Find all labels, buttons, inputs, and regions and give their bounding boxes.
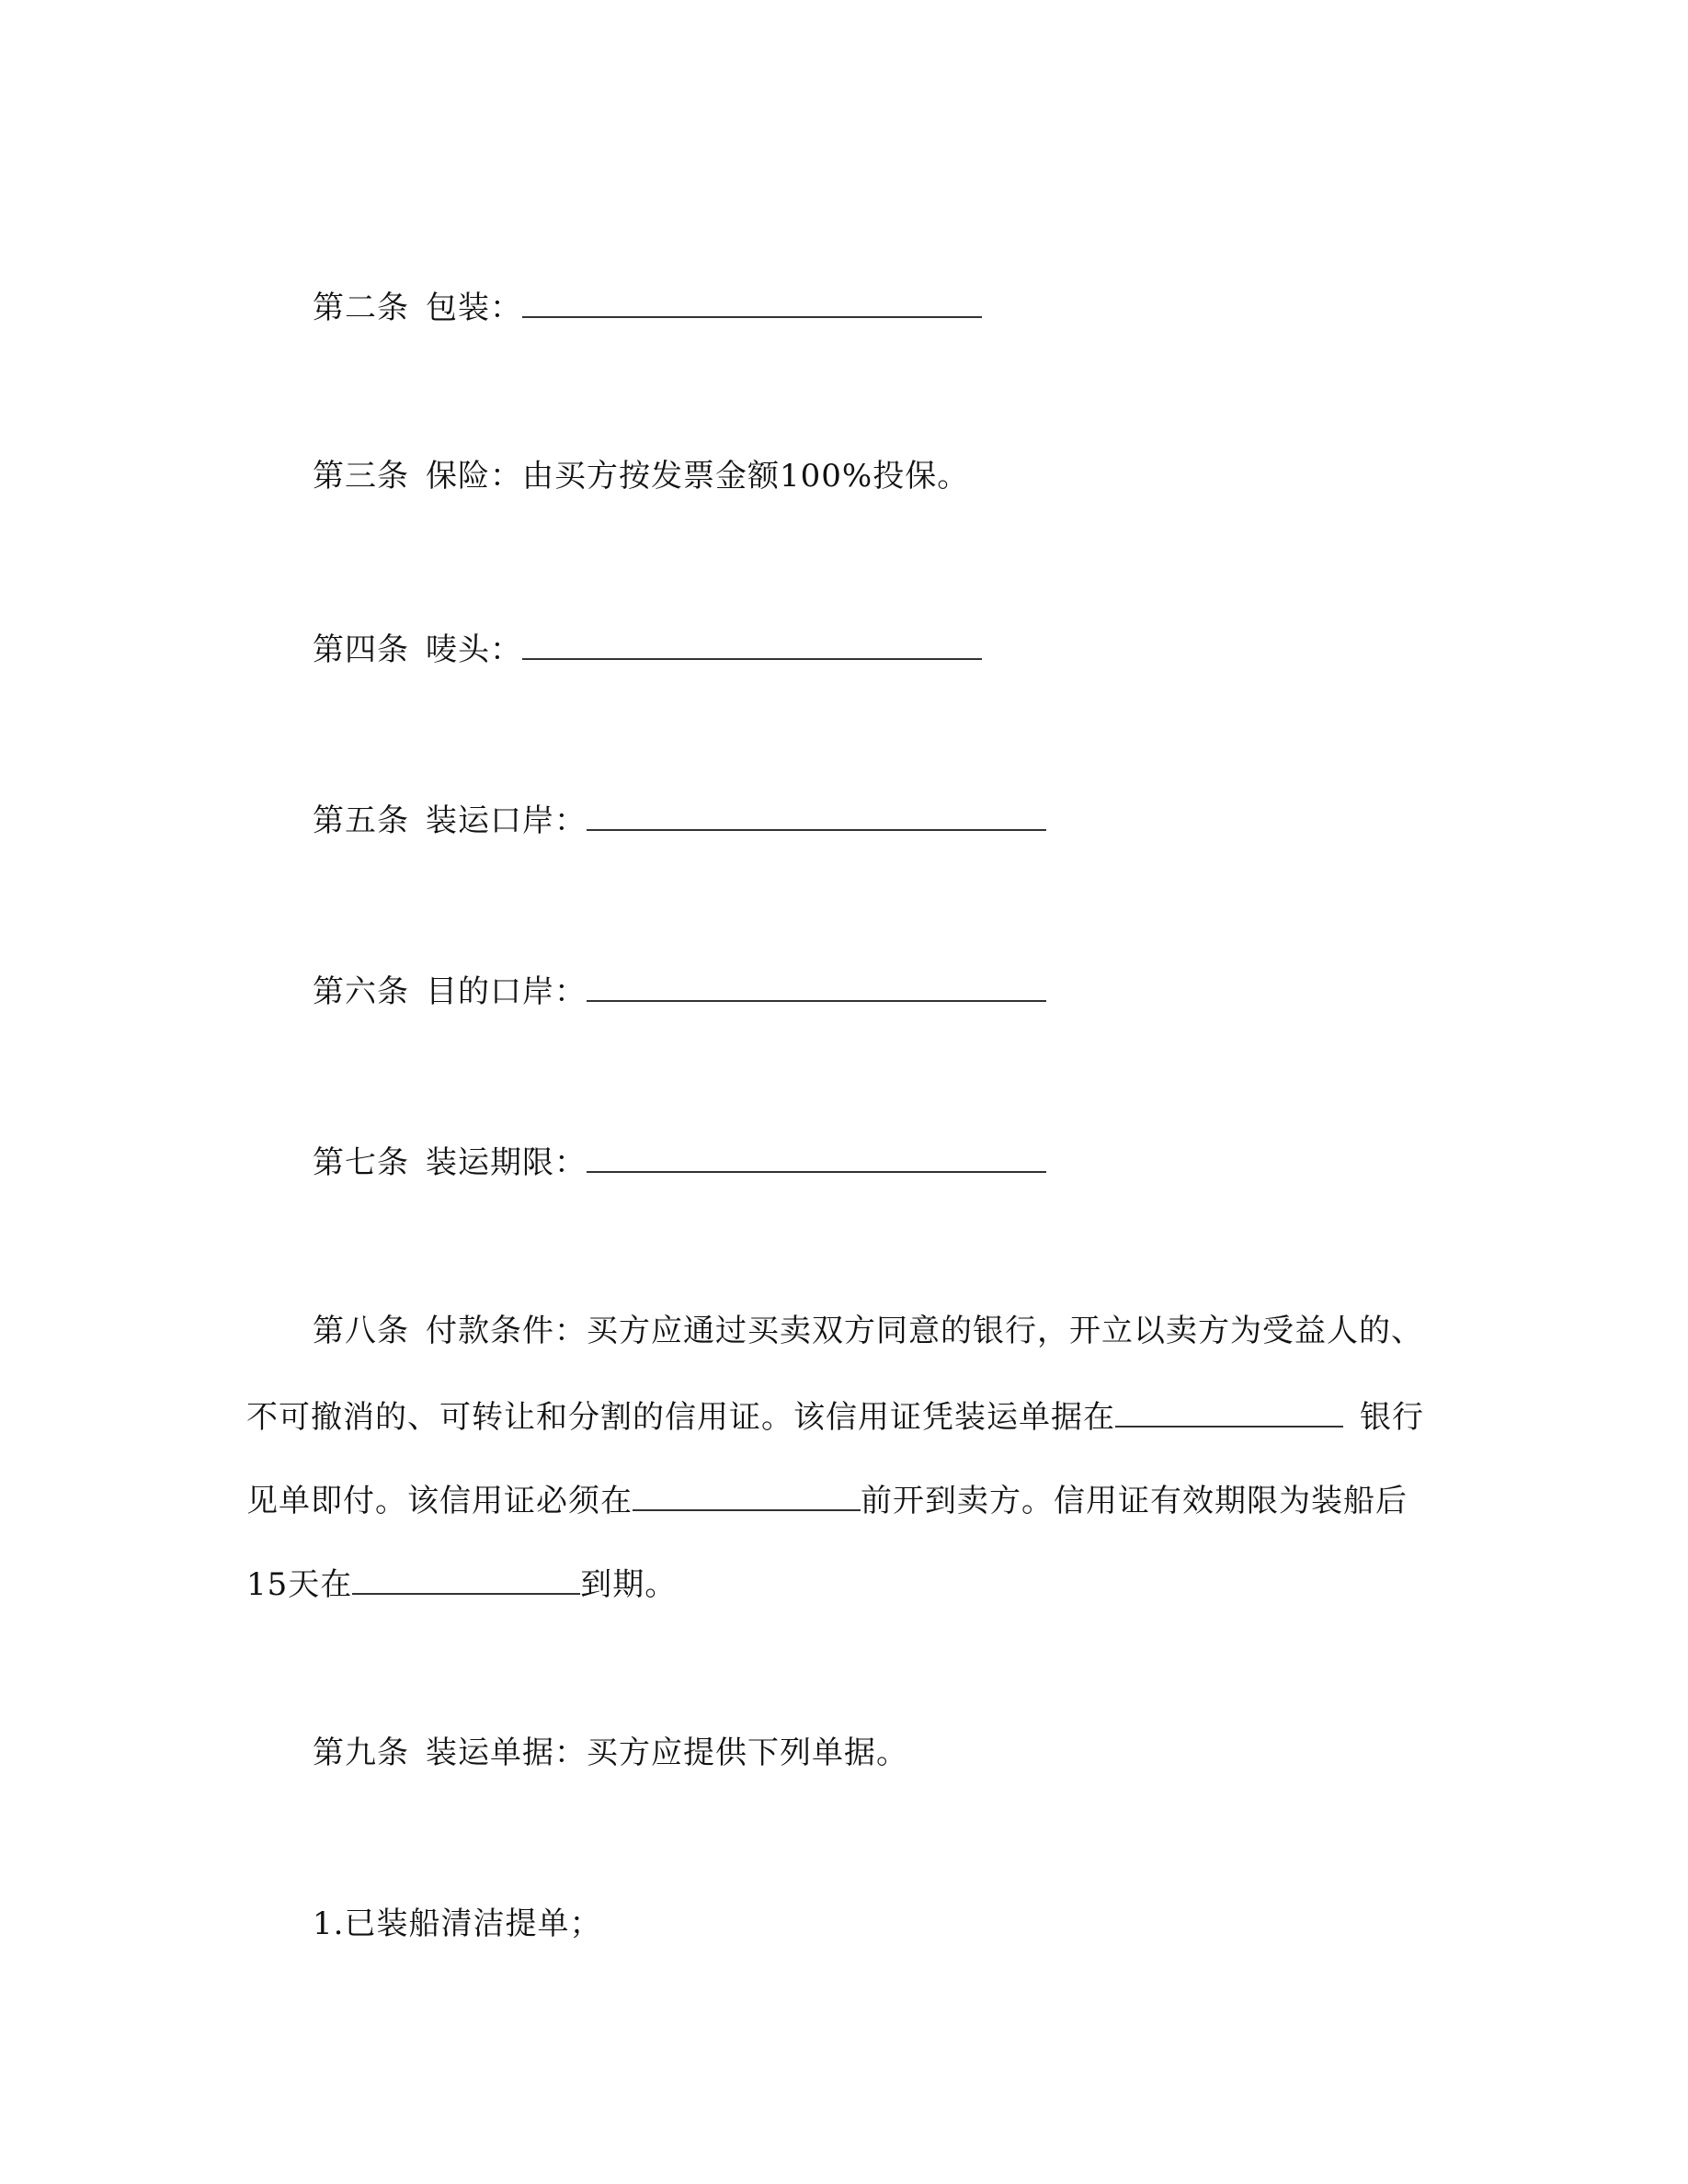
article-9 [313,1735,908,1771]
article-text: 见单即付。该信用证必须在 [246,1483,633,1519]
article-number: 第七条 [313,1144,409,1181]
article-text: 银行 [1360,1399,1424,1436]
article-2 [313,287,982,326]
article-text: 保险：由买方按发票金额100%投保。 [426,458,970,495]
article-8-line-3 [246,1480,1408,1519]
article-number: 第三条 [313,458,409,495]
article-number: 第八条 [313,1313,409,1349]
article-text: 不可撤消的、可转让和分割的信用证。该信用证凭装运单据在 [246,1399,1115,1436]
article-8-line-1 [313,1313,1423,1349]
fill-blank-shipment-period[interactable] [587,1142,1046,1173]
article-8-line-4 [246,1564,677,1603]
article-title: 装运期限： [426,1144,587,1181]
fill-blank-shipping-mark[interactable] [522,629,982,660]
fill-blank-lc-expiry-place[interactable] [352,1564,580,1595]
fill-blank-packaging[interactable] [522,287,982,318]
article-4 [313,629,982,668]
fill-blank-bank[interactable] [1115,1396,1343,1428]
fill-blank-lc-open-date[interactable] [633,1480,861,1511]
article-6 [313,971,1046,1010]
list-item-text: 1.已装船清洁提单； [313,1905,602,1942]
article-8-line-2 [246,1396,1424,1436]
article-title: 装运口岸： [426,802,587,839]
article-5 [313,800,1046,839]
article-title: 目的口岸： [426,973,587,1010]
article-number: 第四条 [313,631,409,668]
article-number: 第二条 [313,290,409,326]
article-text: 前开到卖方。信用证有效期限为装船后 [861,1483,1408,1519]
fill-blank-port-of-destination[interactable] [587,971,1046,1002]
article-title: 包装： [426,290,522,326]
list-item-1 [313,1905,601,1942]
article-text: 到期。 [580,1566,678,1603]
article-number: 第五条 [313,802,409,839]
article-number: 第九条 [313,1735,409,1771]
article-text: 付款条件：买方应通过买卖双方同意的银行，开立以卖方为受益人的、 [426,1313,1423,1349]
article-number: 第六条 [313,973,409,1010]
article-text: 装运单据：买方应提供下列单据。 [426,1735,908,1771]
fill-blank-port-of-loading[interactable] [587,800,1046,831]
article-3 [313,458,969,495]
article-7 [313,1142,1046,1181]
article-text: 15天在 [246,1566,353,1603]
article-title: 唛头： [426,631,522,668]
